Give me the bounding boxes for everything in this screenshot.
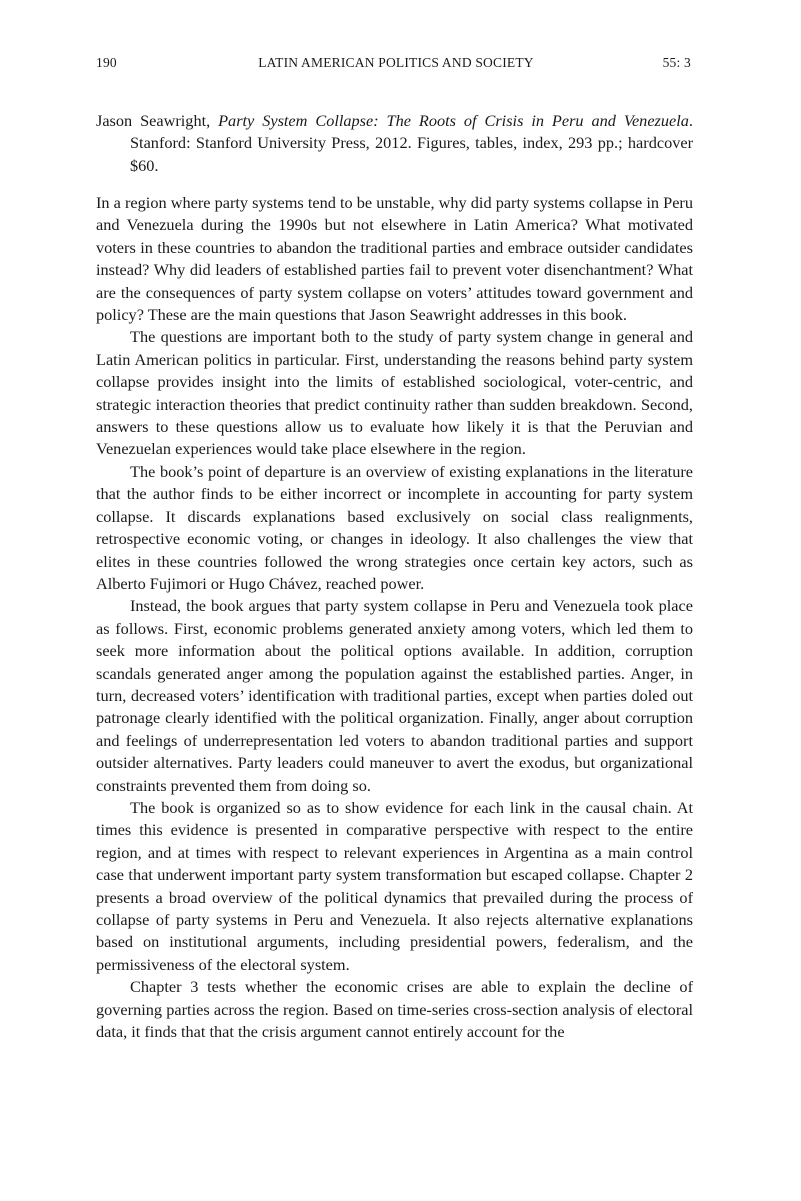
- citation-author: Jason Seawright,: [96, 111, 219, 130]
- paragraph: The questions are important both to the study of party system change in general and Latin American politics in particular. First, understanding the reasons behind party system collapse provides insight into the limits of established sociological, voter-centric, and strategic interaction theories that predict continuity rather than sudden breakdown. Second, answers to these questions allow us to evaluate how likely it is that the Peruvian and Venezuelan experiences would take place elsewhere in the region.: [96, 327, 693, 459]
- citation-book-title: Party System Collapse: The Roots of Crisis in Peru and Venezuela: [218, 111, 689, 130]
- paragraph: Instead, the book argues that party system collapse in Peru and Venezuela took place as follows. First, economic problems generated anxiety among voters, which led them to seek more information about the political options available. In addition, corruption scandals generated anger among the population against the established parties. Anger, in turn, decreased voters’ identification with traditional parties, except when parties doled out patronage clearly identified with the political organization. Finally, anger about corruption and feelings of underrepresentation led voters to abandon traditional parties and support outsider alternatives. Party leaders could maneuver to avert the exodus, but organizational constraints prevented them from doing so.: [96, 596, 693, 795]
- review-body: [96, 192, 693, 1043]
- paragraph: The book is organized so as to show evidence for each link in the causal chain. At times this evidence is presented in comparative perspective with respect to the entire region, and at times with respect to relevant experiences in Argentina as a main control case that underwent important party system transformation but escaped collapse. Chapter 2 presents a broad overview of the political dynamics that prevailed during the process of collapse of party systems in Peru and Venezuela. It also rejects alternative explanations based on institutional arguments, including presidential powers, federalism, and the permissiveness of the electoral system.: [96, 797, 693, 974]
- page-number: 190: [96, 55, 117, 70]
- running-head: [96, 55, 696, 75]
- paragraph: Chapter 3 tests whether the economic crises are able to explain the decline of governing parties across the region. Based on time-series cross-section analysis of electoral data, it finds that that the crisis argument cannot entirely account for the: [96, 977, 693, 1042]
- paragraph: The book’s point of departure is an overview of existing explanations in the literature that the author finds to be either incorrect or incomplete in accounting for party system collapse. It discards explanations based exclusively on social class realignments, retrospective economic voting, or changes in ideology. It also challenges the view that elites in these countries followed the wrong strategies once certain key actors, such as Alberto Fujimori or Hugo Chávez, reached power.: [96, 461, 693, 593]
- paragraph: In a region where party systems tend to be unstable, why did party systems collapse in Peru and Venezuela during the 1990s but not elsewhere in Latin America? What motivated voters in these countries to abandon the traditional parties and embrace outsider candidates instead? Why did leaders of established parties fail to prevent voter disenchantment? What are the consequences of party system collapse on voters’ attitudes toward government and policy? These are the main questions that Jason Seawright addresses in this book.: [96, 193, 693, 325]
- volume-issue: 55: 3: [662, 55, 691, 70]
- book-citation: [96, 110, 693, 177]
- journal-title: LATIN AMERICAN POLITICS AND SOCIETY: [258, 55, 534, 70]
- citation-details: . Stanford: Stanford University Press, 2012. Figures, tables, index, 293 pp.; hardcover $60.: [130, 111, 693, 175]
